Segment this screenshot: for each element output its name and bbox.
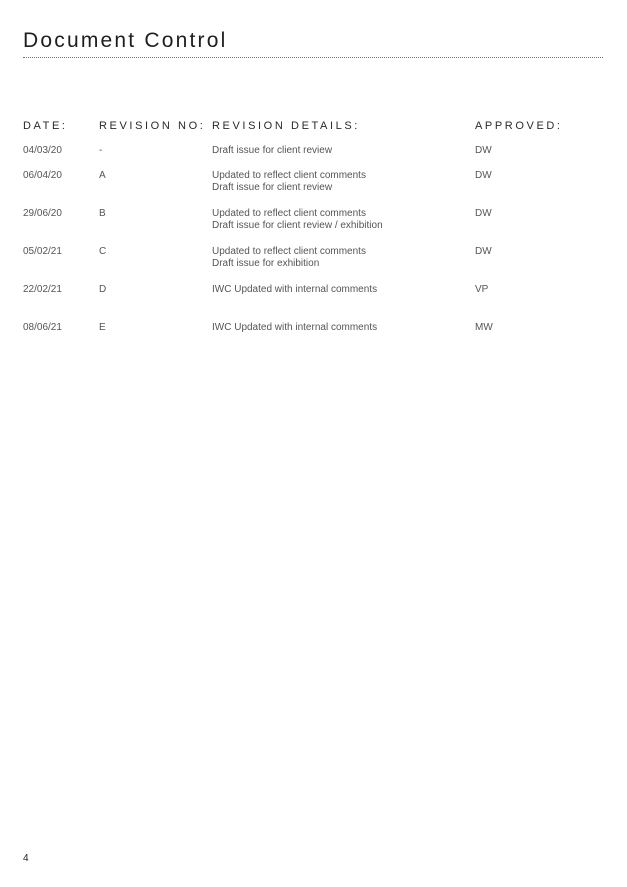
row-approved: VP	[475, 284, 489, 295]
row-revision: -	[99, 145, 103, 156]
page-number: 4	[23, 853, 29, 864]
row-details-line: Draft issue for exhibition	[212, 258, 320, 269]
title-divider	[23, 57, 603, 58]
row-date: 08/06/21	[23, 322, 62, 333]
row-details-line: Updated to reflect client comments	[212, 208, 366, 219]
header-approved: APPROVED:	[475, 120, 563, 132]
row-approved: DW	[475, 170, 492, 181]
row-date: 22/02/21	[23, 284, 62, 295]
row-date: 29/06/20	[23, 208, 62, 219]
row-details	[212, 284, 377, 296]
row-details	[212, 145, 332, 157]
row-details-line: Draft issue for client review	[212, 145, 333, 156]
row-details-line: Updated to reflect client comments	[212, 170, 366, 181]
header-date: DATE:	[23, 120, 68, 132]
row-approved: DW	[475, 208, 492, 219]
row-approved: DW	[475, 246, 492, 257]
table-row	[23, 246, 603, 276]
row-details	[212, 170, 366, 194]
row-revision: B	[99, 208, 106, 219]
header-revision-no: REVISION NO:	[99, 120, 206, 132]
row-approved: DW	[475, 145, 492, 156]
page-title: Document Control	[23, 29, 228, 52]
row-details	[212, 322, 377, 334]
header-revision-details: REVISION DETAILS:	[212, 120, 360, 132]
row-approved: MW	[475, 322, 493, 333]
table-row	[23, 170, 603, 200]
table-row	[23, 284, 603, 314]
table-row	[23, 322, 603, 352]
row-details	[212, 208, 383, 232]
row-details-line: IWC Updated with internal comments	[212, 322, 378, 333]
row-date: 06/04/20	[23, 170, 62, 181]
row-details-line: IWC Updated with internal comments	[212, 284, 378, 295]
row-date: 04/03/20	[23, 145, 62, 156]
table-row	[23, 208, 603, 238]
row-revision: E	[99, 322, 106, 333]
row-details-line: Draft issue for client review / exhibition	[212, 220, 383, 231]
row-details-line: Draft issue for client review	[212, 182, 333, 193]
row-revision: C	[99, 246, 107, 257]
row-details	[212, 246, 366, 270]
row-date: 05/02/21	[23, 246, 62, 257]
table-header-row	[23, 119, 603, 133]
row-revision: A	[99, 170, 106, 181]
row-details-line: Updated to reflect client comments	[212, 246, 366, 257]
row-revision: D	[99, 284, 107, 295]
